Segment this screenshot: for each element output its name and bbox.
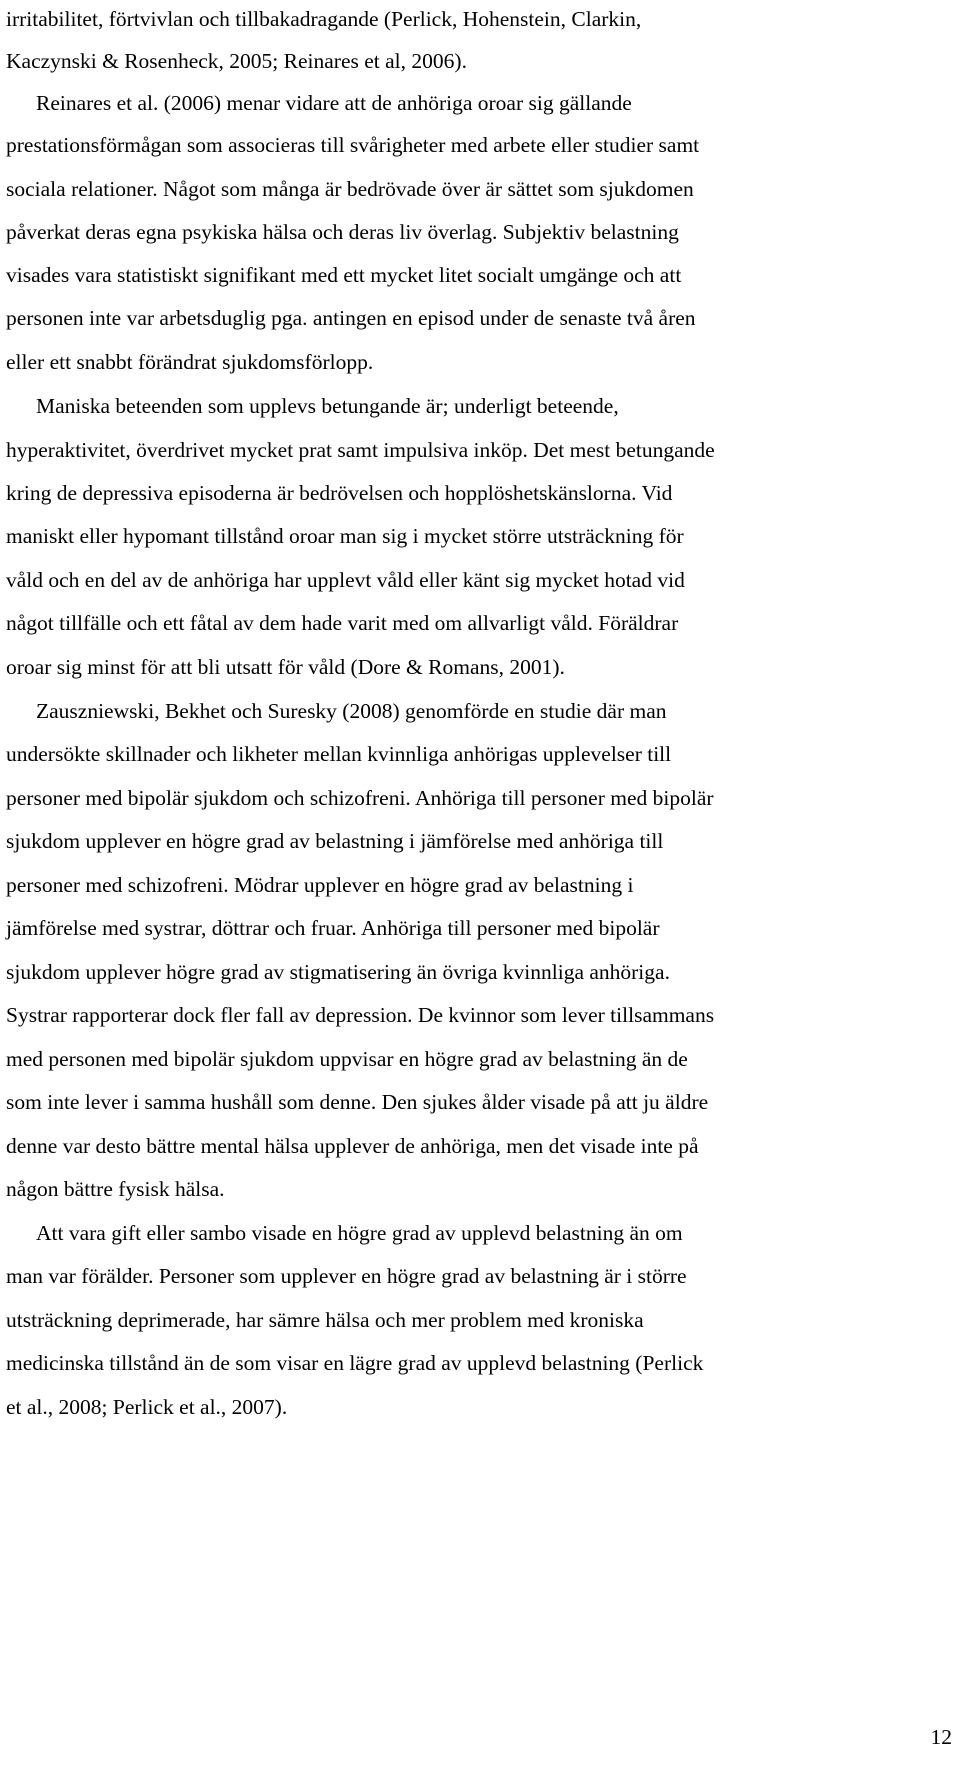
text-line: et al., 2008; Perlick et al., 2007). bbox=[6, 1395, 288, 1419]
text-line: personer med schizofreni. Mödrar upplever en högre grad av belastning i bbox=[6, 873, 634, 897]
text-line: våld och en del av de anhöriga har upplevt våld eller känt sig mycket hotad vid bbox=[6, 568, 685, 592]
text-line: undersökte skillnader och likheter mellan kvinnliga anhörigas upplevelser till bbox=[6, 742, 672, 766]
text-line: maniskt eller hypomant tillstånd oroar man sig i mycket större utsträckning för bbox=[6, 524, 684, 548]
text-line: personen inte var arbetsduglig pga. antingen en episod under de senaste två åren bbox=[6, 306, 696, 330]
text-line: Kaczynski & Rosenheck, 2005; Reinares et al, 2006). bbox=[6, 49, 467, 73]
text-line: hyperaktivitet, överdrivet mycket prat samt impulsiva inköp. Det mest betungande bbox=[6, 438, 715, 462]
text-line: någon bättre fysisk hälsa. bbox=[6, 1177, 225, 1201]
text-line: prestationsförmågan som associeras till svårigheter med arbete eller studier samt bbox=[6, 133, 700, 157]
text-line: Maniska beteenden som upplevs betungande är; underligt beteende, bbox=[36, 394, 619, 418]
text-line: med personen med bipolär sjukdom uppvisar en högre grad av belastning än de bbox=[6, 1047, 688, 1071]
text-line: sjukdom upplever högre grad av stigmatisering än övriga kvinnliga anhöriga. bbox=[6, 960, 670, 984]
text-line: sjukdom upplever en högre grad av belastning i jämförelse med anhöriga till bbox=[6, 829, 664, 853]
text-line: kring de depressiva episoderna är bedrövelsen och hopplöshetskänslorna. Vid bbox=[6, 481, 673, 505]
text-line: eller ett snabbt förändrat sjukdomsförlopp. bbox=[6, 350, 374, 374]
text-line: irritabilitet, förtvivlan och tillbakadragande (Perlick, Hohenstein, Clarkin, bbox=[6, 7, 642, 31]
text-line: något tillfälle och ett fåtal av dem hade varit med om allvarligt våld. Föräldrar bbox=[6, 611, 679, 635]
text-line: Att vara gift eller sambo visade en högre grad av upplevd belastning än om bbox=[36, 1221, 683, 1245]
text-line: Reinares et al. (2006) menar vidare att de anhöriga oroar sig gällande bbox=[36, 91, 632, 115]
text-line: påverkat deras egna psykiska hälsa och deras liv överlag. Subjektiv belastning bbox=[6, 220, 679, 244]
text-line: visades vara statistiskt signifikant med ett mycket litet socialt umgänge och att bbox=[6, 263, 682, 287]
text-line: medicinska tillstånd än de som visar en lägre grad av upplevd belastning (Perlick bbox=[6, 1351, 704, 1375]
text-line: denne var desto bättre mental hälsa upplever de anhöriga, men det visade inte på bbox=[6, 1134, 699, 1158]
text-line: Systrar rapporterar dock fler fall av depression. De kvinnor som lever tillsammans bbox=[6, 1003, 715, 1027]
page-number: 12 bbox=[930, 1725, 952, 1749]
text-line: man var förälder. Personer som upplever en högre grad av belastning är i större bbox=[6, 1264, 687, 1288]
text-line: jämförelse med systrar, döttrar och fruar. Anhöriga till personer med bipolär bbox=[6, 916, 660, 940]
text-line: utsträckning deprimerade, har sämre hälsa och mer problem med kroniska bbox=[6, 1308, 644, 1332]
text-line: som inte lever i samma hushåll som denne. Den sjukes ålder visade på att ju äldre bbox=[6, 1090, 709, 1114]
text-line: Zauszniewski, Bekhet och Suresky (2008) genomförde en studie där man bbox=[36, 699, 667, 723]
text-line: personer med bipolär sjukdom och schizofreni. Anhöriga till personer med bipolär bbox=[6, 786, 714, 810]
text-line: oroar sig minst för att bli utsatt för våld (Dore & Romans, 2001). bbox=[6, 655, 565, 679]
text-line: sociala relationer. Något som många är bedrövade över är sättet som sjukdomen bbox=[6, 177, 694, 201]
